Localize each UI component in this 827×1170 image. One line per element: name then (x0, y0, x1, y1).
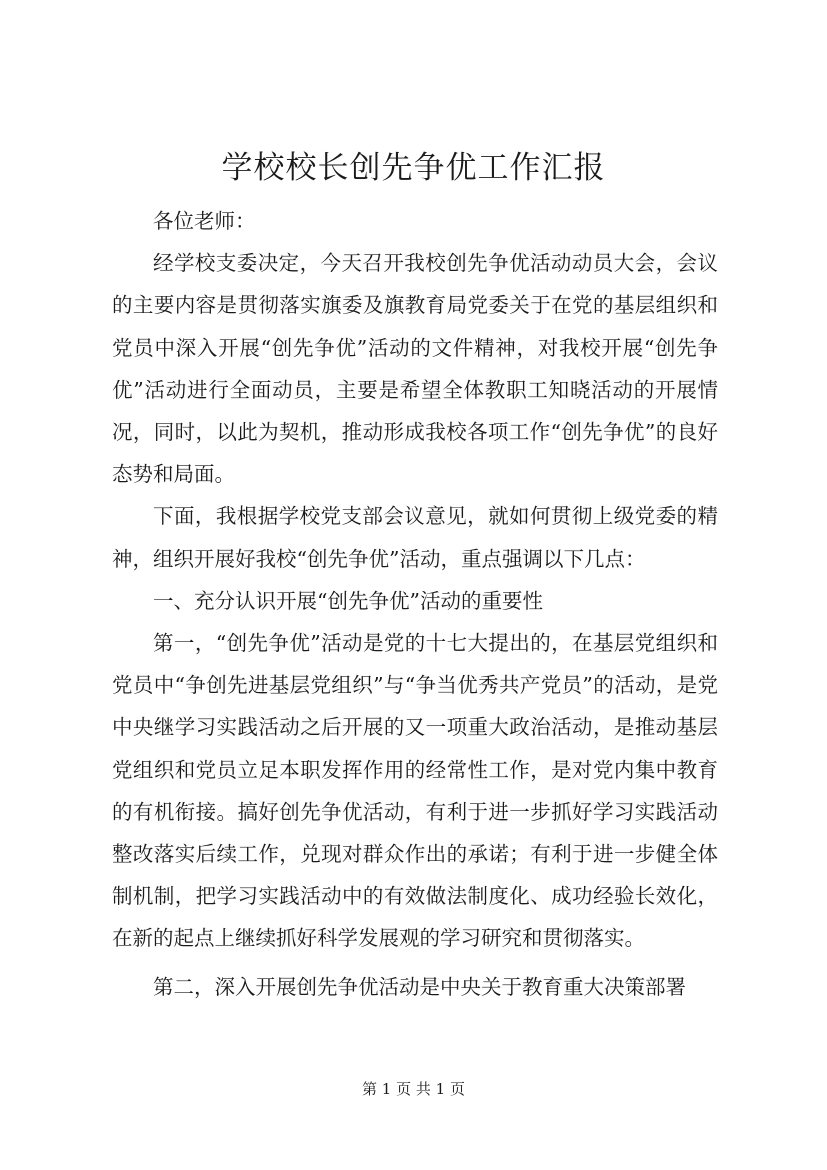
section-heading-1: 一、充分认识开展“创先争优”活动的重要性 (153, 588, 543, 613)
document-title: 学校校长创先争优工作汇报 (221, 150, 606, 186)
document-body (112, 200, 718, 1008)
page-footer: 第 1 页 共 1 页 (362, 1080, 465, 1098)
paragraph-intro: 经学校支委决定，今天召开我校创先争优活动动员大会，会议的主要内容是贯彻落实旗委及旗教育局党委关于在党的基层组织和党员中深入开展“创先争优”活动的文件精神，对我校开展“创先争优”活动进行全面动员，主要是希望全体教职工知晓活动的开展情况，同时，以此为契机，推动形成我校各项工作“创先争优”的良好态势和局面。 (112, 251, 718, 487)
paragraph-second-point: 第二，深入开展创先争优活动是中央关于教育重大决策部署 (153, 974, 686, 999)
paragraph-salutation: 各位老师： (153, 209, 256, 233)
paragraph-first-point: 第一，“创先争优”活动是党的十七大提出的，在基层党组织和党员中“争创先进基层党组织”与“争当优秀共产党员”的活动，是党中央继学习实践活动之后开展的又一项重大政治活动，是推动基层党组织和党员立足本职发挥作用的经常性工作，是对党内集中教育的有机衔接。搞好创先争优活动，有利于进一步抓好学习实践活动整改落实后续工作，兑现对群众作出的承诺；有利于进一步健全体制机制，把学习实践活动中的有效做法制度化、成功经验长效化，在新的起点上继续抓好科学发展观的学习研究和贯彻落实。 (112, 631, 718, 951)
paragraph-outline: 下面，我根据学校党支部会议意见，就如何贯彻上级党委的精神，组织开展好我校“创先争优”活动，重点强调以下几点： (112, 504, 718, 571)
